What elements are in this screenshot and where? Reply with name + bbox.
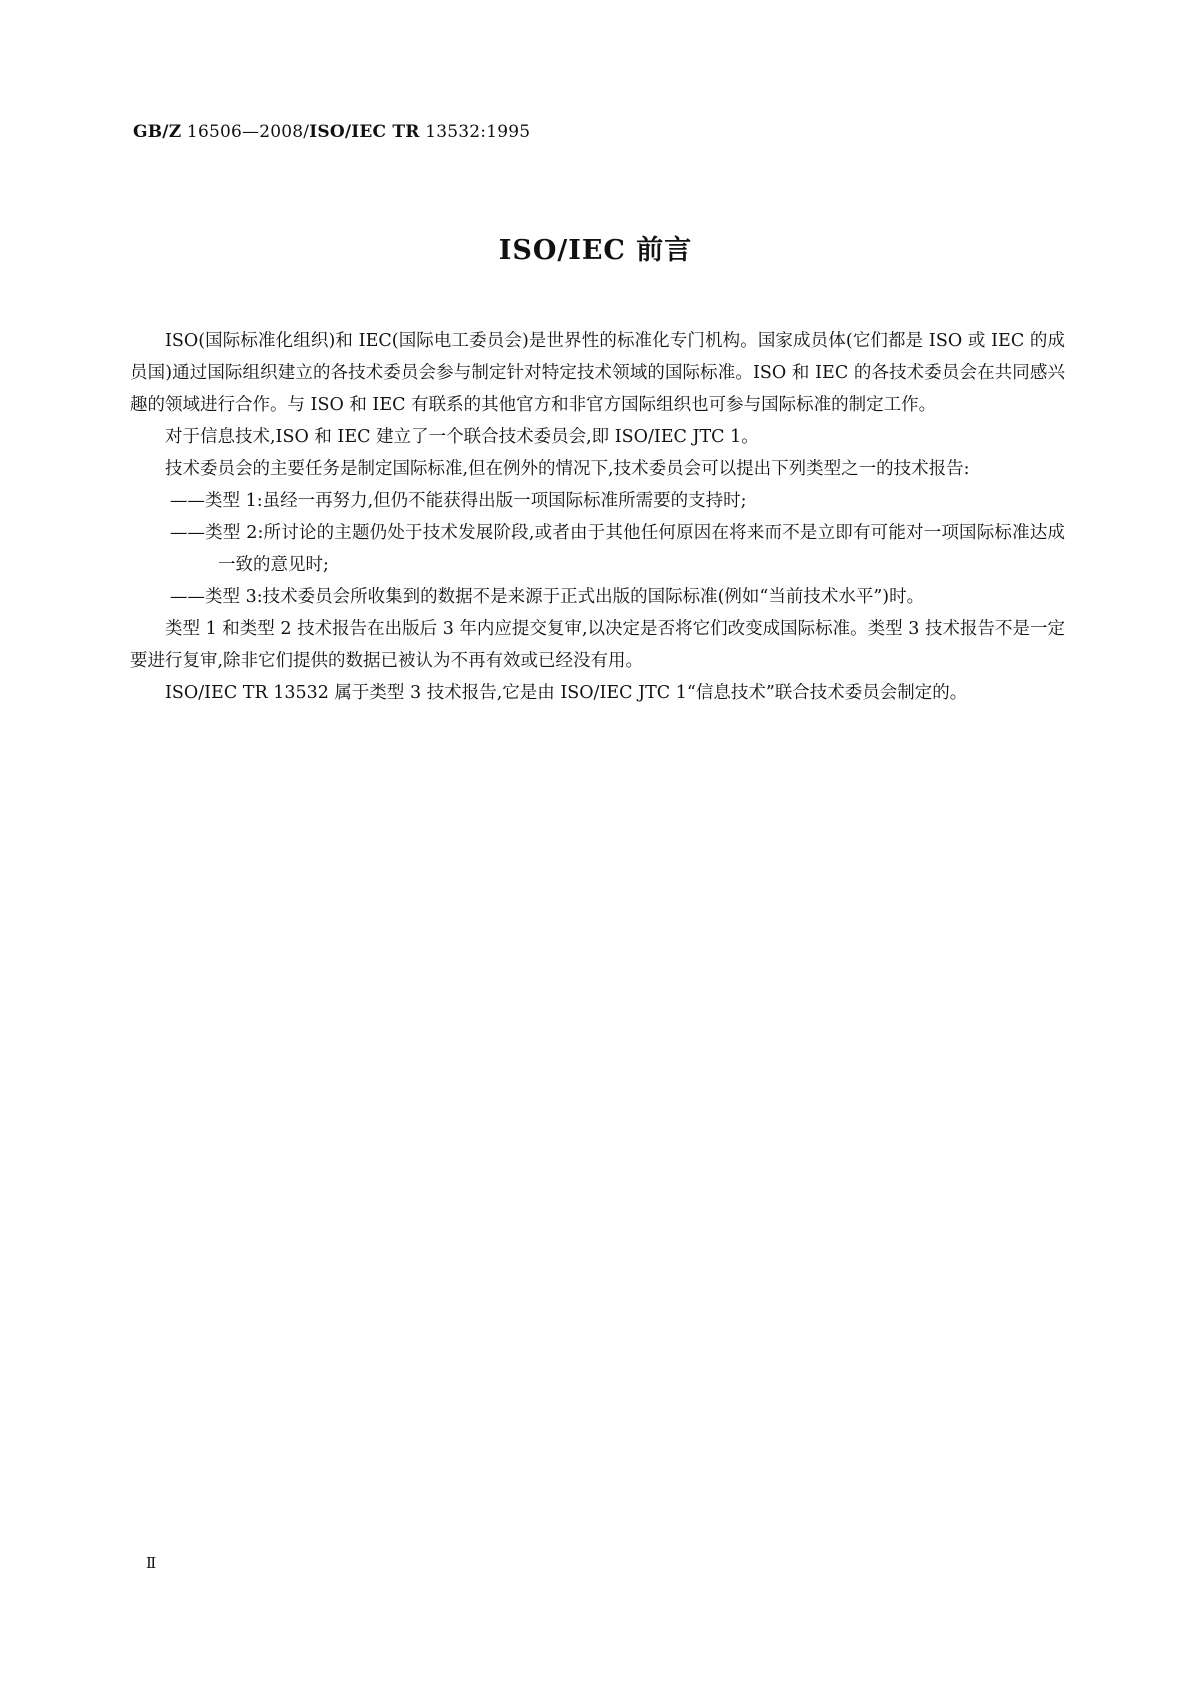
paragraph-jtc1: 对于信息技术,ISO 和 IEC 建立了一个联合技术委员会,即 ISO/IEC JTC 1。 bbox=[165, 427, 759, 447]
list-item-type-2: ——类型 2:所讨论的主题仍处于技术发展阶段,或者由于其他任何原因在将来而不是立即有可能对一项国际标准达成一致的意见时; bbox=[170, 523, 1065, 575]
page-title: ISO/IEC 前言 bbox=[498, 235, 693, 266]
document-header-code bbox=[133, 122, 530, 142]
list-item-type-1: ——类型 1:虽经一再努力,但仍不能获得出版一项国际标准所需要的支持时; bbox=[170, 491, 747, 511]
header-code-prefix: GB/Z bbox=[133, 122, 182, 142]
paragraph-tr13532: ISO/IEC TR 13532 属于类型 3 技术报告,它是由 ISO/IEC JTC 1“信息技术”联合技术委员会制定的。 bbox=[165, 683, 968, 703]
paragraph-review: 类型 1 和类型 2 技术报告在出版后 3 年内应提交复审,以决定是否将它们改变成国际标准。类型 3 技术报告不是一定要进行复审,除非它们提供的数据已被认为不再有效或已经没有用。 bbox=[130, 619, 1065, 671]
header-code-suffix: 13532:1995 bbox=[425, 122, 531, 142]
page-number: Ⅱ bbox=[146, 1554, 157, 1572]
header-code-number: 16506—2008/ bbox=[186, 122, 310, 142]
header-code-iso: ISO/IEC TR bbox=[309, 122, 420, 142]
list-item-type-3: ——类型 3:技术委员会所收集到的数据不是来源于正式出版的国际标准(例如“当前技术水平”)时。 bbox=[170, 587, 925, 607]
foreword-body bbox=[130, 325, 1065, 709]
paragraph-technical-reports: 技术委员会的主要任务是制定国际标准,但在例外的情况下,技术委员会可以提出下列类型之一的技术报告: bbox=[165, 459, 970, 479]
paragraph-organizations: ISO(国际标准化组织)和 IEC(国际电工委员会)是世界性的标准化专门机构。国家成员体(它们都是 ISO 或 IEC 的成员国)通过国际组织建立的各技术委员会参与制定针对特定技术领域的国际标准。ISO 和 IEC 的各技术委员会在共同感兴趣的领域进行合作。与 ISO 和 IEC 有联系的其他官方和非官方国际组织也可参与国际标准的制定工作。 bbox=[130, 331, 1065, 415]
